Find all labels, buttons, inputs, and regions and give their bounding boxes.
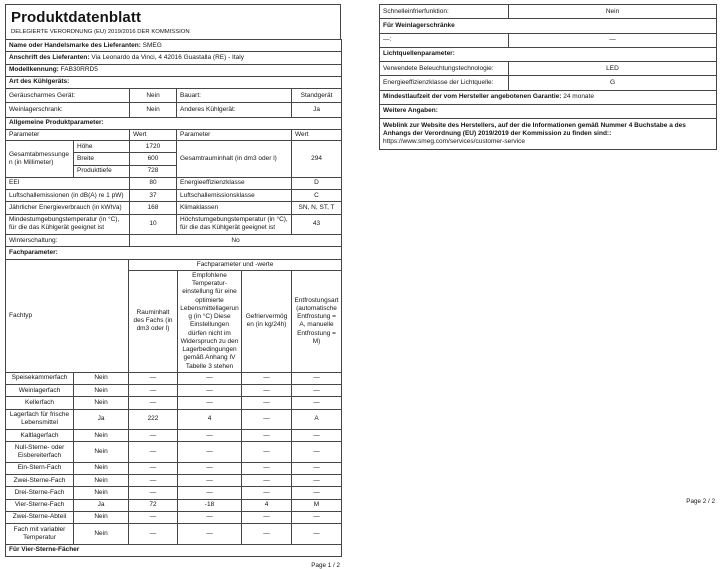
fach-row: Null-Sterne- oder Eisbereiterfach Nein — — — — — [6, 442, 342, 463]
value-cell: D — [292, 177, 342, 189]
param-cell: Luftschallemissionen (in dB(A) re 1 pW) — [6, 190, 130, 202]
param-cell: Schnelleinfrierfunktion: — [380, 5, 509, 19]
value-cell: G — [509, 76, 717, 90]
section-header-four-star: Für Vier-Sterne-Fächer — [6, 544, 342, 556]
fach-group-header: Fachparameter und -werte — [129, 259, 342, 270]
light-tech-row — [380, 62, 717, 76]
address-row — [6, 52, 342, 64]
page-2 — [379, 4, 716, 510]
fach-row: Zwei-Sterne-Fach Nein — — — — — [6, 475, 342, 487]
weblink-label: Weblink zur Website des Herstellers, auf der die Informationen gemäß Nummer 4 Buchstabe a des Anhangs der Verordnung (EU) 2019/2019 der Kommission zu finden sind:: — [383, 121, 686, 137]
supplier-row — [6, 40, 342, 52]
address-value: Via Leonardo da Vinci, 4 42016 Guastalla (RE) - Italy — [91, 53, 244, 61]
value-cell: Nein — [509, 5, 717, 19]
supplier-label: Name oder Handelsmarke des Lieferanten: — [9, 41, 141, 49]
volume-value: 294 — [292, 141, 342, 178]
winter-value: No — [130, 235, 342, 247]
light-class-row — [380, 76, 717, 90]
value-cell: C — [292, 190, 342, 202]
dimension-value: 1720 — [130, 141, 177, 153]
model-value: FAB30RRD5 — [60, 66, 98, 73]
dimension-value: 728 — [130, 165, 177, 177]
value-cell: Standgerät — [292, 89, 342, 103]
fach-row: Zwei-Sterne-Abteil Nein — — — — — [6, 511, 342, 523]
section-header-general: Allgemeine Produktparameter: — [6, 117, 342, 129]
weblink-row — [380, 119, 717, 150]
value-cell: 43 — [292, 214, 342, 235]
header-cell: Wert — [292, 129, 342, 140]
fach-row: Fach mit variabler Temperatur Nein — — — — — [6, 524, 342, 545]
fachtyp-header: Fachtyp — [6, 259, 129, 372]
param-cell: Jährlicher Energieverbrauch (in kWh/a) — [6, 202, 130, 214]
title-block — [5, 4, 341, 40]
winter-label: Winterschaltung: — [6, 235, 130, 247]
compartment-table — [5, 259, 342, 557]
general-parameters-table — [5, 39, 342, 260]
param-cell: Energieeffizienzklasse — [177, 177, 292, 189]
general-row — [6, 214, 342, 235]
value-cell: 37 — [130, 190, 177, 202]
param-cell: Anderes Kühlgerät: — [177, 103, 292, 117]
page2-table — [379, 4, 717, 150]
section-header-light: Lichtquellenparameter: — [380, 47, 717, 61]
param-cell: EEI — [6, 177, 130, 189]
param-cell: Luftschallemissionsklasse — [177, 190, 292, 202]
value-cell: SN, N, ST, T — [292, 202, 342, 214]
regulation-subtitle: DELEGIERTE VERORDNUNG (EU) 2019/2016 DER KOMMISSION — [11, 29, 190, 35]
header-cell: Parameter — [6, 129, 130, 140]
fach-row: Speisekammerfach Nein — — — — — [6, 372, 342, 384]
param-cell: Energieeffizienzklasse der Lichtquelle: — [380, 76, 509, 90]
fach-row: Drei-Sterne-Fach Nein — — — — — [6, 487, 342, 499]
value-cell: LED — [509, 62, 717, 76]
model-label: Modellkennung: — [9, 66, 59, 73]
dimension-value: 600 — [130, 153, 177, 165]
dimension-name: Höhe — [74, 141, 130, 153]
col-header-volume: Rauminhalt des Fachs (in dm3 oder l) — [129, 270, 178, 372]
warranty-row — [380, 90, 717, 104]
col-header-temperature: Empfohlene Temperatur-einstellung für eine optimierte Lebensmittellagerung (in °C) Diese Einstellungen dürfen nicht im Widerspruch zu den Lagerbedingungen gemäß Anhang IV Tabelle 3 stehen — [178, 270, 242, 372]
general-row — [6, 190, 342, 202]
param-cell: Verwendete Beleuchtungstechnologie: — [380, 62, 509, 76]
dimension-row — [6, 141, 342, 153]
warranty-value: 24 monate — [563, 93, 594, 100]
page-1 — [5, 4, 341, 569]
volume-label: Gesamtrauminhalt (in dm3 oder l) — [177, 141, 292, 178]
col-header-defrost: Entfrostungsart (automatische Entfrostung = A, manuelle Entfrostung = M) — [292, 270, 342, 372]
value-cell: 10 — [130, 214, 177, 235]
warranty-label: Mindestlaufzeit der vom Hersteller angebotenen Garantie: — [383, 93, 562, 100]
param-header-row — [6, 129, 342, 140]
general-row — [6, 177, 342, 189]
dimension-name: Breite — [74, 153, 130, 165]
value-cell: 168 — [130, 202, 177, 214]
section-header-wine: Für Weinlagerschränke — [380, 19, 717, 33]
fach-row: Vier-Sterne-Fach Ja 72 -18 4 M — [6, 499, 342, 511]
fach-group-header-row — [6, 259, 342, 270]
general-row — [6, 202, 342, 214]
fach-row: Weinlagerfach Nein — — — — — [6, 385, 342, 397]
fach-row: Lagerfach für frische Lebensmittel Ja 222 4 — A — [6, 409, 342, 430]
fach-row: Ein-Stern-Fach Nein — — — — — [6, 462, 342, 474]
param-cell: Bauart: — [177, 89, 292, 103]
section-header-more: Weitere Angaben: — [380, 104, 717, 118]
page-title: Produktdatenblatt — [11, 9, 142, 26]
value-cell: Ja — [292, 103, 342, 117]
param-cell: Geräuscharmes Gerät: — [6, 89, 130, 103]
manufacturer-weblink[interactable]: https://www.smeg.com/services/customer-service — [383, 138, 525, 145]
fach-row: Kellerfach Nein — — — — — [6, 397, 342, 409]
section-header-type: Art des Kühlgeräts: — [6, 76, 342, 88]
param-cell: Weinlagerschrank: — [6, 103, 130, 117]
supplier-value: SMEG — [142, 41, 162, 49]
value-cell: Nein — [130, 89, 177, 103]
col-header-freezing: Gefriervermögen (in kg/24h) — [242, 270, 292, 372]
page2-footer: Page 2 / 2 — [686, 498, 715, 505]
section-header-fach: Fachparameter: — [6, 247, 342, 259]
type-row — [6, 103, 342, 117]
wine-row — [380, 33, 717, 47]
value-cell: 80 — [130, 177, 177, 189]
value-cell: — — [509, 33, 717, 47]
dimension-name: Produkttiefe — [74, 165, 130, 177]
fach-row: Kaltlagerfach Nein — — — — — [6, 430, 342, 442]
param-cell: Mindestumgebungstemperatur (in °C), für die das Kühlgerät geeignet ist — [6, 214, 130, 235]
address-label: Anschrift des Lieferanten: — [9, 53, 90, 61]
page1-footer: Page 1 / 2 — [311, 561, 340, 569]
value-cell: Nein — [130, 103, 177, 117]
fast-freeze-row — [380, 5, 717, 19]
dimensions-label: Gesamtabmessungen (in Millimeter) — [6, 141, 74, 178]
param-cell: Höchstumgebungstemperatur (in °C), für die das Kühlgerät geeignet ist — [177, 214, 292, 235]
header-cell: Wert — [130, 129, 177, 140]
model-row — [6, 64, 342, 76]
type-row — [6, 89, 342, 103]
param-cell: —: — [380, 33, 509, 47]
winter-row — [6, 235, 342, 247]
header-cell: Parameter — [177, 129, 292, 140]
param-cell: Klimaklassen — [177, 202, 292, 214]
